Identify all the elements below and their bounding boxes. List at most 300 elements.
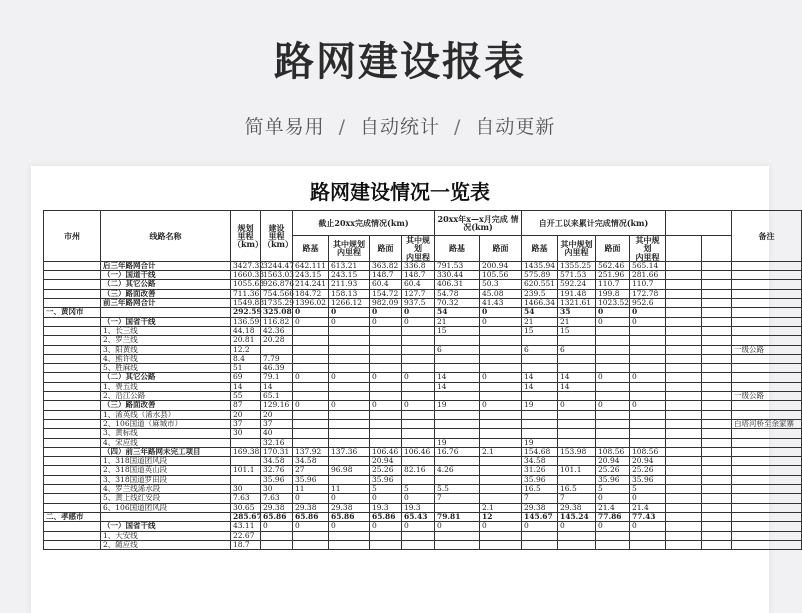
cell-empty bbox=[666, 475, 702, 484]
cell-empty bbox=[702, 540, 732, 549]
cell-value: 77.43 bbox=[630, 512, 666, 521]
cell-empty bbox=[666, 410, 702, 419]
cell-value bbox=[480, 531, 522, 540]
cell-value: 14 bbox=[261, 382, 293, 391]
cell-city bbox=[44, 261, 101, 270]
cell-value: 19.3 bbox=[370, 503, 402, 512]
cell-value: 214.241 bbox=[293, 280, 329, 289]
cell-value bbox=[435, 429, 480, 438]
cell-city bbox=[44, 447, 101, 456]
cell-value: 25.26 bbox=[630, 466, 666, 475]
cell-value bbox=[329, 531, 370, 540]
cell-note bbox=[732, 326, 802, 335]
cell-value bbox=[630, 336, 666, 345]
cell-route-name: 1、长三线 bbox=[101, 326, 231, 335]
cell-value: 19 bbox=[522, 401, 558, 410]
cell-value: 154.72 bbox=[370, 289, 402, 298]
header-roadbed: 路基 bbox=[435, 236, 480, 262]
header-planned-inner: 其中规划 内里程 bbox=[329, 236, 370, 262]
cell-value: 1660.33 bbox=[231, 271, 261, 280]
cell-value: 592.24 bbox=[558, 280, 596, 289]
cell-route-name: 2、罗兰线 bbox=[101, 336, 231, 345]
cell-value bbox=[329, 354, 370, 363]
cell-value: 5.5 bbox=[435, 485, 480, 494]
cell-value bbox=[630, 540, 666, 549]
cell-empty bbox=[666, 345, 702, 354]
table-row bbox=[44, 382, 802, 391]
cell-route-name: （一）国道干线 bbox=[101, 271, 231, 280]
cell-value: 6 bbox=[558, 345, 596, 354]
cell-value: 0 bbox=[630, 308, 666, 317]
cell-value: 29.38 bbox=[522, 503, 558, 512]
cell-value: 952.6 bbox=[630, 299, 666, 308]
cell-empty bbox=[702, 419, 732, 428]
cell-value bbox=[370, 531, 402, 540]
cell-value bbox=[261, 540, 293, 549]
cell-city bbox=[44, 354, 101, 363]
cell-value: 0 bbox=[329, 401, 370, 410]
cell-note bbox=[732, 494, 802, 503]
cell-value: 292.59 bbox=[231, 308, 261, 317]
cell-value: 336.8 bbox=[402, 261, 435, 270]
cell-value: 1023.52 bbox=[596, 299, 630, 308]
header-group-since-start: 自开工以来累计完成情况(km) bbox=[522, 211, 666, 236]
cell-value bbox=[480, 475, 522, 484]
table-row bbox=[44, 299, 802, 308]
cell-value: 35.96 bbox=[630, 475, 666, 484]
cell-value: 170.31 bbox=[261, 447, 293, 456]
cell-value: 101.1 bbox=[558, 466, 596, 475]
cell-value: 3427.32 bbox=[231, 261, 261, 270]
cell-empty bbox=[702, 429, 732, 438]
cell-note bbox=[732, 466, 802, 475]
cell-value bbox=[370, 336, 402, 345]
cell-value: 54 bbox=[522, 308, 558, 317]
cell-value bbox=[480, 382, 522, 391]
cell-value: 32.16 bbox=[261, 438, 293, 447]
cell-value bbox=[522, 354, 558, 363]
cell-empty bbox=[702, 354, 732, 363]
cell-value bbox=[596, 345, 630, 354]
cell-value bbox=[630, 382, 666, 391]
cell-city bbox=[44, 531, 101, 540]
cell-city bbox=[44, 438, 101, 447]
cell-note bbox=[732, 271, 802, 280]
cell-note bbox=[732, 336, 802, 345]
cell-empty bbox=[666, 299, 702, 308]
cell-value: 14 bbox=[435, 373, 480, 382]
cell-city bbox=[44, 401, 101, 410]
cell-value: 110.7 bbox=[596, 280, 630, 289]
cell-note bbox=[732, 540, 802, 549]
cell-value: 0 bbox=[480, 317, 522, 326]
table-row bbox=[44, 438, 802, 447]
cell-value: 101.1 bbox=[231, 466, 261, 475]
cell-value: 29.38 bbox=[293, 503, 329, 512]
spreadsheet-preview bbox=[31, 166, 795, 613]
cell-city bbox=[44, 457, 101, 466]
cell-empty bbox=[702, 299, 732, 308]
cell-empty bbox=[702, 326, 732, 335]
header-route-name: 线路名称 bbox=[101, 211, 231, 262]
cell-route-name: 2、106国道（麻城市） bbox=[101, 419, 231, 428]
cell-value bbox=[435, 354, 480, 363]
header-planned-inner: 其中规划 内里程 bbox=[630, 236, 666, 262]
cell-empty bbox=[702, 522, 732, 531]
cell-value: 0 bbox=[480, 522, 522, 531]
cell-value bbox=[630, 345, 666, 354]
cell-value bbox=[558, 438, 596, 447]
cell-value bbox=[370, 540, 402, 549]
cell-value: 1466.34 bbox=[522, 299, 558, 308]
cell-value bbox=[522, 540, 558, 549]
cell-value bbox=[596, 438, 630, 447]
cell-value: 148.7 bbox=[370, 271, 402, 280]
subtitle-auto-update: 自动更新 bbox=[475, 116, 556, 138]
cell-value: 172.78 bbox=[630, 289, 666, 298]
table-row bbox=[44, 317, 802, 326]
cell-note bbox=[732, 447, 802, 456]
cell-value: 35.96 bbox=[596, 475, 630, 484]
cell-value: 21 bbox=[435, 317, 480, 326]
cell-value: 35.96 bbox=[522, 475, 558, 484]
cell-value: 19.3 bbox=[402, 503, 435, 512]
cell-route-name: （二）其它公路 bbox=[101, 280, 231, 289]
cell-value bbox=[402, 326, 435, 335]
cell-value bbox=[630, 429, 666, 438]
cell-value bbox=[261, 345, 293, 354]
cell-city bbox=[44, 494, 101, 503]
cell-value: 65.86 bbox=[293, 512, 329, 521]
table-row bbox=[44, 392, 802, 401]
cell-value bbox=[293, 429, 329, 438]
cell-empty bbox=[666, 540, 702, 549]
cell-empty bbox=[666, 429, 702, 438]
cell-value: 0 bbox=[370, 373, 402, 382]
cell-value: 281.66 bbox=[630, 271, 666, 280]
cell-value bbox=[596, 540, 630, 549]
cell-value bbox=[293, 531, 329, 540]
cell-empty bbox=[666, 326, 702, 335]
cell-empty bbox=[702, 466, 732, 475]
cell-value: 0 bbox=[329, 317, 370, 326]
cell-value: 243.15 bbox=[293, 271, 329, 280]
cell-note bbox=[732, 317, 802, 326]
cell-route-name: 5、胜麻线 bbox=[101, 364, 231, 373]
cell-value: 0 bbox=[261, 522, 293, 531]
cell-value bbox=[435, 419, 480, 428]
cell-value: 20.81 bbox=[231, 336, 261, 345]
cell-empty bbox=[702, 364, 732, 373]
cell-value: 0 bbox=[630, 373, 666, 382]
cell-value: 45.08 bbox=[480, 289, 522, 298]
cell-value: 1321.61 bbox=[558, 299, 596, 308]
cell-value: 406.31 bbox=[435, 280, 480, 289]
cell-note: 一级公路 bbox=[732, 345, 802, 354]
cell-route-name: 5、黄上线红安段 bbox=[101, 494, 231, 503]
cell-value: 0 bbox=[402, 494, 435, 503]
cell-value: 31.26 bbox=[522, 466, 558, 475]
subtitle-separator: / bbox=[454, 116, 462, 138]
header-plan-mileage: 规划 里程 （km） bbox=[231, 211, 261, 262]
cell-empty bbox=[702, 447, 732, 456]
table-row bbox=[44, 531, 802, 540]
cell-value: 2.1 bbox=[480, 447, 522, 456]
cell-value: 0 bbox=[630, 494, 666, 503]
cell-value: 1396.02 bbox=[293, 299, 329, 308]
cell-value bbox=[558, 354, 596, 363]
table-body bbox=[44, 261, 802, 549]
cell-value: 34.58 bbox=[293, 457, 329, 466]
cell-value: 116.82 bbox=[261, 317, 293, 326]
cell-city bbox=[44, 392, 101, 401]
cell-value: 5 bbox=[402, 485, 435, 494]
cell-value: 79.1 bbox=[261, 373, 293, 382]
cell-value: 1563.03 bbox=[261, 271, 293, 280]
cell-value bbox=[370, 429, 402, 438]
header-planned-inner: 其中规划 内里程 bbox=[558, 236, 596, 262]
cell-value: 14 bbox=[522, 373, 558, 382]
cell-empty bbox=[702, 261, 732, 270]
cell-value: 1435.94 bbox=[522, 261, 558, 270]
cell-value: 137.92 bbox=[293, 447, 329, 456]
cell-value bbox=[596, 429, 630, 438]
cell-value bbox=[293, 354, 329, 363]
cell-value bbox=[370, 354, 402, 363]
cell-value: 0 bbox=[293, 522, 329, 531]
cell-value bbox=[558, 336, 596, 345]
cell-route-name: 3、阳黄线 bbox=[101, 345, 231, 354]
cell-value bbox=[329, 410, 370, 419]
cell-value: 12.2 bbox=[231, 345, 261, 354]
cell-value: 21.4 bbox=[596, 503, 630, 512]
cell-value: 43.11 bbox=[231, 522, 261, 531]
cell-value: 0 bbox=[293, 308, 329, 317]
cell-value bbox=[480, 438, 522, 447]
cell-value bbox=[558, 419, 596, 428]
header-build-mileage: 建设 里程 （km） bbox=[261, 211, 293, 262]
cell-note bbox=[732, 512, 802, 521]
cell-empty bbox=[702, 280, 732, 289]
cell-value: 40 bbox=[261, 429, 293, 438]
cell-value: 44.18 bbox=[231, 326, 261, 335]
cell-value: 0 bbox=[402, 522, 435, 531]
cell-route-name: 后三年路网合计 bbox=[101, 261, 231, 270]
cell-empty bbox=[702, 457, 732, 466]
cell-empty bbox=[666, 531, 702, 540]
cell-value: 1355.25 bbox=[558, 261, 596, 270]
cell-value: 565.14 bbox=[630, 261, 666, 270]
cell-route-name: 1、浠英线（浠水县） bbox=[101, 410, 231, 419]
cell-value bbox=[293, 336, 329, 345]
cell-value: 19 bbox=[435, 401, 480, 410]
cell-note bbox=[732, 354, 802, 363]
cell-empty bbox=[702, 382, 732, 391]
cell-value: 1055.63 bbox=[231, 280, 261, 289]
cell-value bbox=[596, 410, 630, 419]
cell-value: 0 bbox=[596, 373, 630, 382]
cell-value: 14 bbox=[558, 373, 596, 382]
cell-note bbox=[732, 289, 802, 298]
cell-value bbox=[370, 410, 402, 419]
cell-value bbox=[522, 336, 558, 345]
cell-value: 7 bbox=[522, 494, 558, 503]
cell-value: 35.96 bbox=[261, 475, 293, 484]
cell-city bbox=[44, 326, 101, 335]
cell-empty bbox=[702, 289, 732, 298]
cell-route-name: 2、随应线 bbox=[101, 540, 231, 549]
cell-value bbox=[480, 494, 522, 503]
cell-value bbox=[293, 438, 329, 447]
cell-value: 30 bbox=[261, 485, 293, 494]
cell-value bbox=[558, 410, 596, 419]
cell-empty bbox=[666, 317, 702, 326]
header-empty bbox=[666, 236, 702, 262]
cell-value: 50.3 bbox=[480, 280, 522, 289]
cell-value: 16.76 bbox=[435, 447, 480, 456]
cell-value bbox=[435, 503, 480, 512]
cell-value: 0 bbox=[522, 522, 558, 531]
table-row bbox=[44, 345, 802, 354]
header-roadbed: 路基 bbox=[522, 236, 558, 262]
cell-value: 243.15 bbox=[329, 271, 370, 280]
cell-value: 642.111 bbox=[293, 261, 329, 270]
cell-value: 169.38 bbox=[231, 447, 261, 456]
cell-value: 571.53 bbox=[558, 271, 596, 280]
cell-value: 14 bbox=[558, 382, 596, 391]
cell-value: 620.551 bbox=[522, 280, 558, 289]
cell-value: 7.63 bbox=[261, 494, 293, 503]
cell-value: 65.86 bbox=[261, 512, 293, 521]
cell-empty bbox=[666, 512, 702, 521]
cell-route-name: （一）国省干线 bbox=[101, 317, 231, 326]
cell-value: 6 bbox=[435, 345, 480, 354]
cell-value bbox=[480, 457, 522, 466]
cell-empty bbox=[666, 308, 702, 317]
cell-value bbox=[596, 531, 630, 540]
cell-empty bbox=[702, 512, 732, 521]
table-row bbox=[44, 522, 802, 531]
table-row bbox=[44, 429, 802, 438]
cell-route-name: 4、熊许线 bbox=[101, 354, 231, 363]
cell-value: 982.09 bbox=[370, 299, 402, 308]
cell-value: 105.56 bbox=[480, 271, 522, 280]
cell-value: 6 bbox=[522, 345, 558, 354]
cell-value bbox=[329, 438, 370, 447]
cell-value: 137.36 bbox=[329, 447, 370, 456]
cell-empty bbox=[702, 494, 732, 503]
cell-empty bbox=[666, 354, 702, 363]
cell-empty bbox=[702, 317, 732, 326]
cell-value: 19 bbox=[522, 438, 558, 447]
cell-empty bbox=[666, 485, 702, 494]
cell-route-name: 4、罗兰线浠水段 bbox=[101, 485, 231, 494]
cell-value: 145.67 bbox=[522, 512, 558, 521]
cell-value: 110.7 bbox=[630, 280, 666, 289]
cell-value bbox=[522, 531, 558, 540]
cell-city bbox=[44, 336, 101, 345]
cell-value: 0 bbox=[558, 522, 596, 531]
cell-value: 35 bbox=[558, 308, 596, 317]
cell-value: 7 bbox=[558, 494, 596, 503]
cell-value bbox=[480, 326, 522, 335]
cell-value: 14 bbox=[231, 382, 261, 391]
cell-value bbox=[402, 354, 435, 363]
cell-note bbox=[732, 475, 802, 484]
cell-route-name bbox=[101, 308, 231, 317]
cell-city: 一、黄冈市 bbox=[44, 308, 101, 317]
cell-value: 37 bbox=[261, 419, 293, 428]
cell-value: 20 bbox=[231, 410, 261, 419]
cell-value bbox=[435, 540, 480, 549]
cell-city bbox=[44, 475, 101, 484]
cell-note: 白塔河桥至余家寨 bbox=[732, 419, 802, 428]
cell-value bbox=[522, 419, 558, 428]
table-row bbox=[44, 336, 802, 345]
cell-value: 148.7 bbox=[402, 271, 435, 280]
cell-value: 70.32 bbox=[435, 299, 480, 308]
cell-value bbox=[480, 354, 522, 363]
cell-value bbox=[480, 345, 522, 354]
cell-value: 108.56 bbox=[596, 447, 630, 456]
cell-value: 15 bbox=[435, 326, 480, 335]
table-row bbox=[44, 354, 802, 363]
cell-value: 5 bbox=[370, 485, 402, 494]
cell-value: 20.28 bbox=[261, 336, 293, 345]
cell-value: 106.46 bbox=[370, 447, 402, 456]
cell-value bbox=[402, 419, 435, 428]
cell-value bbox=[402, 345, 435, 354]
cell-route-name: 1、318国道团风段 bbox=[101, 457, 231, 466]
cell-value bbox=[630, 410, 666, 419]
cell-value: 20.94 bbox=[630, 457, 666, 466]
cell-route-name: 前三年路网合计 bbox=[101, 299, 231, 308]
cell-value: 19 bbox=[435, 438, 480, 447]
cell-value: 22.67 bbox=[231, 531, 261, 540]
cell-value: 0 bbox=[480, 401, 522, 410]
cell-value: 158.13 bbox=[329, 289, 370, 298]
cell-route-name: （三）路面改善 bbox=[101, 289, 231, 298]
cell-empty bbox=[666, 494, 702, 503]
table-row bbox=[44, 364, 802, 373]
cell-value: 34.58 bbox=[522, 457, 558, 466]
cell-value: 211.93 bbox=[329, 280, 370, 289]
cell-value: 0 bbox=[370, 401, 402, 410]
cell-value: 79.81 bbox=[435, 512, 480, 521]
cell-value: 27 bbox=[293, 466, 329, 475]
cell-value: 1549.88 bbox=[231, 299, 261, 308]
report-hero-subtitle bbox=[0, 112, 800, 139]
cell-city bbox=[44, 373, 101, 382]
cell-value bbox=[402, 382, 435, 391]
cell-route-name: 3、黄标线 bbox=[101, 429, 231, 438]
table-row bbox=[44, 419, 802, 428]
cell-value: 0 bbox=[293, 373, 329, 382]
cell-empty bbox=[666, 392, 702, 401]
cell-city bbox=[44, 522, 101, 531]
header-surface: 路面 bbox=[596, 236, 630, 262]
cell-empty bbox=[702, 373, 732, 382]
cell-value bbox=[596, 419, 630, 428]
cell-value bbox=[596, 382, 630, 391]
cell-value: 0 bbox=[596, 308, 630, 317]
cell-value: 754.566 bbox=[261, 289, 293, 298]
cell-value: 12 bbox=[480, 512, 522, 521]
cell-value bbox=[402, 410, 435, 419]
cell-city bbox=[44, 485, 101, 494]
subtitle-easy: 简单易用 bbox=[244, 116, 325, 138]
cell-value bbox=[558, 531, 596, 540]
